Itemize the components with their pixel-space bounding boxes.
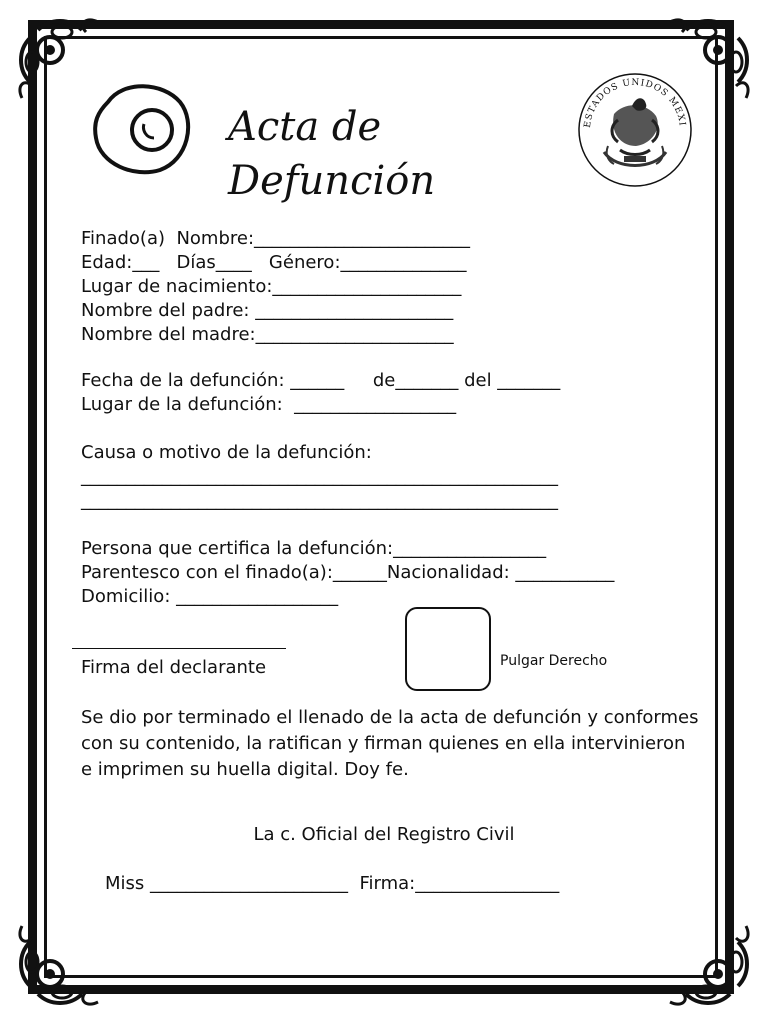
cause-of-death-label: Causa o motivo de la defunción: (81, 442, 372, 463)
corner-ornament-icon (10, 914, 110, 1014)
age-days-gender-field[interactable]: Edad:___ Días____ Género:______________ (81, 252, 467, 273)
thumbprint-box[interactable] (405, 607, 491, 691)
cause-of-death-line-1[interactable]: _____________________________________________________ (81, 466, 558, 487)
seal-text: ESTADOS UNIDOS MEXI (582, 77, 687, 129)
cause-of-death-line-2[interactable]: _____________________________________________________ (81, 490, 558, 511)
relationship-nationality-field[interactable]: Parentesco con el finado(a):______Nacionalidad: ___________ (81, 562, 615, 583)
birthplace-field[interactable]: Lugar de nacimiento:_____________________ (81, 276, 462, 297)
father-name-field[interactable]: Nombre del padre: ______________________ (81, 300, 454, 321)
thumbprint-label: Pulgar Derecho (500, 653, 608, 669)
deceased-name-field[interactable]: Finado(a) Nombre:________________________ (81, 228, 471, 249)
death-place-field[interactable]: Lugar de la defunción: __________________ (81, 394, 457, 415)
address-field[interactable]: Domicilio: __________________ (81, 586, 339, 607)
coat-of-arms-seal-icon (574, 66, 696, 188)
declarant-signature-line[interactable] (72, 648, 286, 649)
death-date-field[interactable]: Fecha de la defunción: ______ de_______ del _______ (81, 370, 561, 391)
page-title: Acta de Defunción (228, 104, 436, 204)
fried-egg-icon (88, 72, 198, 182)
closing-statement: Se dio por terminado el llenado de la acta de defunción y conformes con su contenido, la ratifican y firman quienes en ella intervinieron e imprimen su huella digital. Doy fe. (81, 707, 699, 780)
officer-signature-field[interactable]: Miss ______________________ Firma:________________ (105, 873, 560, 894)
form-fields (81, 227, 681, 609)
declarant-signature-label: Firma del declarante (81, 657, 267, 678)
mother-name-field[interactable]: Nombre del madre:______________________ (81, 324, 454, 345)
corner-ornament-icon (658, 914, 758, 1014)
certifier-field[interactable]: Persona que certifica la defunción:_________________ (81, 538, 547, 559)
civil-registry-officer-label: La c. Oficial del Registro Civil (253, 824, 515, 845)
